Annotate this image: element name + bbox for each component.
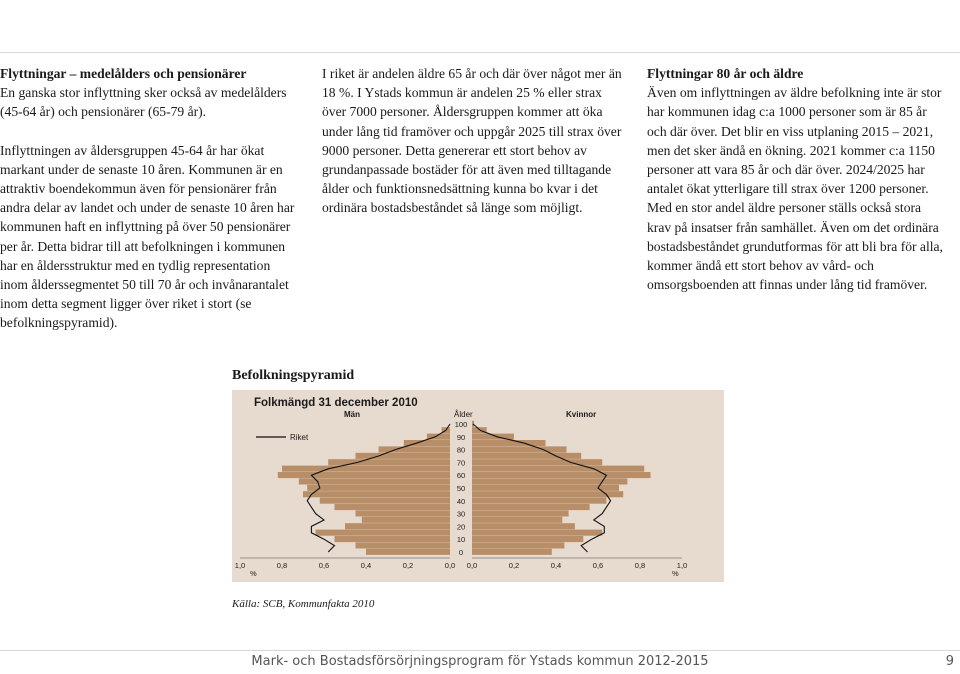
x-tick-left-0,6: 0,6 xyxy=(318,561,330,570)
figure-title: Befolkningspyramid xyxy=(232,368,355,383)
women-bar-85 xyxy=(472,440,546,446)
text-column-1 xyxy=(0,64,300,352)
women-bar-35 xyxy=(472,504,590,510)
age-tick-60: 60 xyxy=(456,471,466,481)
page-number: 9 xyxy=(945,654,954,669)
men-bar-60 xyxy=(278,472,450,478)
column-3-section xyxy=(647,64,947,294)
women-bar-40 xyxy=(472,498,606,504)
x-tick-left-0,4: 0,4 xyxy=(360,561,372,570)
x-tick-left-0,0: 0,0 xyxy=(444,561,456,570)
x-tick-left-0,2: 0,2 xyxy=(402,561,414,570)
x-tick-right-0,6: 0,6 xyxy=(592,561,604,570)
x-tick-left-0,8: 0,8 xyxy=(276,561,288,570)
women-bar-20 xyxy=(472,523,575,529)
men-bar-25 xyxy=(362,517,450,523)
men-bar-20 xyxy=(345,523,450,529)
legend-riket: Riket xyxy=(290,433,309,442)
women-bar-60 xyxy=(472,472,651,478)
text-column-2 xyxy=(322,64,622,237)
women-bar-65 xyxy=(472,466,644,472)
population-pyramid-chart xyxy=(232,390,724,582)
men-bars xyxy=(278,427,450,555)
x-tick-right-0,8: 0,8 xyxy=(634,561,646,570)
age-axis xyxy=(455,420,468,557)
label-women: Kvinnor xyxy=(566,410,597,419)
age-tick-40: 40 xyxy=(456,496,466,506)
x-tick-right-0,4: 0,4 xyxy=(550,561,562,570)
men-bar-0 xyxy=(366,549,450,555)
column-3-paragraph-1: Även om inflyttningen av äldre befolkning inte är stor har kommunen idag c:a 1000 personer som är 85 år och där över. Det blir en viss utplaning 2015 – 2021, men det sker ändå en ökning. 2021 kommer c:a 1150 personer att vara 85 år och där över. 2024/2025 har antalet ökat ytterligare till strax över 1200 personer. Med en stor andel äldre personer ställs också stora krav på insatser från samhället. Även om det ordinära bostadsbeståndet grundutformas för att bli bra för alla, kommer ändå ett stort behov av vård- och omsorgsboenden att finnas under lång tid framöver. xyxy=(647,85,943,293)
men-bar-65 xyxy=(282,466,450,472)
column-3-heading: Flyttningar 80 år och äldre xyxy=(647,66,804,81)
men-bar-75 xyxy=(356,453,451,459)
women-bar-0 xyxy=(472,549,552,555)
age-tick-10: 10 xyxy=(456,535,466,545)
women-bars xyxy=(472,421,651,555)
x-tick-right-0,2: 0,2 xyxy=(508,561,520,570)
unit-right: % xyxy=(672,569,679,578)
women-bar-45 xyxy=(472,491,623,497)
men-bar-40 xyxy=(320,498,450,504)
men-bar-5 xyxy=(356,542,451,548)
age-tick-100: 100 xyxy=(454,420,468,429)
bottom-rule xyxy=(0,650,960,651)
age-tick-90: 90 xyxy=(456,432,466,442)
age-tick-80: 80 xyxy=(456,445,466,455)
women-bar-50 xyxy=(472,485,619,491)
percent-axis xyxy=(235,558,687,570)
label-men: Män xyxy=(344,410,360,419)
age-tick-20: 20 xyxy=(456,522,466,532)
figure-source: Källa: SCB, Kommunfakta 2010 xyxy=(232,598,375,610)
women-bar-100 xyxy=(472,421,474,427)
age-tick-50: 50 xyxy=(456,484,466,493)
column-1-heading: Flyttningar – medelålders och pensionärer xyxy=(0,66,247,81)
men-bar-30 xyxy=(356,510,451,516)
women-bar-15 xyxy=(472,530,602,536)
column-2-paragraph-1: I riket är andelen äldre 65 år och där över något mer än 18 %. I Ystads kommun är andelen 25 % eller strax över 7000 personer. Åldersgruppen kommer att öka under lång tid framöver och uppgår 2025 till strax över 9000 personer. Detta genererar ett stort behov av grundanpassade bostäder för att även med tilltagande ålder och funktionsnedsättning kunna bo kvar i det ordinära bostadsbeståndet så länge som möjligt. xyxy=(322,66,622,216)
age-tick-70: 70 xyxy=(456,458,466,468)
men-bar-35 xyxy=(335,504,451,510)
column-1-paragraph-2: Inflyttningen av åldersgruppen 45-64 år har ökat markant under de senaste 10 åren. Kommunen är en attraktiv boendekommun även för pensionärer från andra delar av landet och under de senaste 10 åren har kommunen haft en inflyttning på över 50 pensionärer per år. Detta bidrar till att befolkningen i kommunen har en åldersstruktur med en tydlig representation inom ålderssegmentet 50 till 70 år och invånarantalet inom detta segment ligger över riket i stort (se befolkningspyramid). xyxy=(0,142,295,331)
unit-left: % xyxy=(250,569,257,578)
men-bar-50 xyxy=(307,485,450,491)
men-bar-55 xyxy=(299,478,450,484)
women-bar-30 xyxy=(472,510,569,516)
men-bar-45 xyxy=(303,491,450,497)
footer-title: Mark- och Bostadsförsörjningsprogram för Ystads kommun 2012-2015 xyxy=(251,654,709,669)
women-bar-80 xyxy=(472,446,567,452)
women-bar-10 xyxy=(472,536,583,542)
label-age: Ålder xyxy=(454,410,473,419)
x-tick-right-0,0: 0,0 xyxy=(466,561,478,570)
chart-title: Folkmängd 31 december 2010 xyxy=(254,397,418,409)
women-bar-25 xyxy=(472,517,562,523)
top-rule xyxy=(0,52,960,53)
text-column-3 xyxy=(647,64,947,313)
column-1-intro xyxy=(0,64,300,122)
age-tick-0: 0 xyxy=(458,548,464,557)
column-1-paragraph-1: En ganska stor inflyttning sker också av medelålders (45-64 år) och pensionärer (65-79 år). xyxy=(0,85,287,120)
men-bar-15 xyxy=(316,530,450,536)
x-tick-left-1,0: 1,0 xyxy=(234,561,246,570)
men-bar-10 xyxy=(335,536,451,542)
women-bar-75 xyxy=(472,453,581,459)
age-tick-30: 30 xyxy=(456,509,466,519)
women-bar-70 xyxy=(472,459,602,465)
women-bar-5 xyxy=(472,542,564,548)
population-pyramid-figure xyxy=(232,390,724,582)
x-tick-right-1,0: 1,0 xyxy=(676,561,688,570)
